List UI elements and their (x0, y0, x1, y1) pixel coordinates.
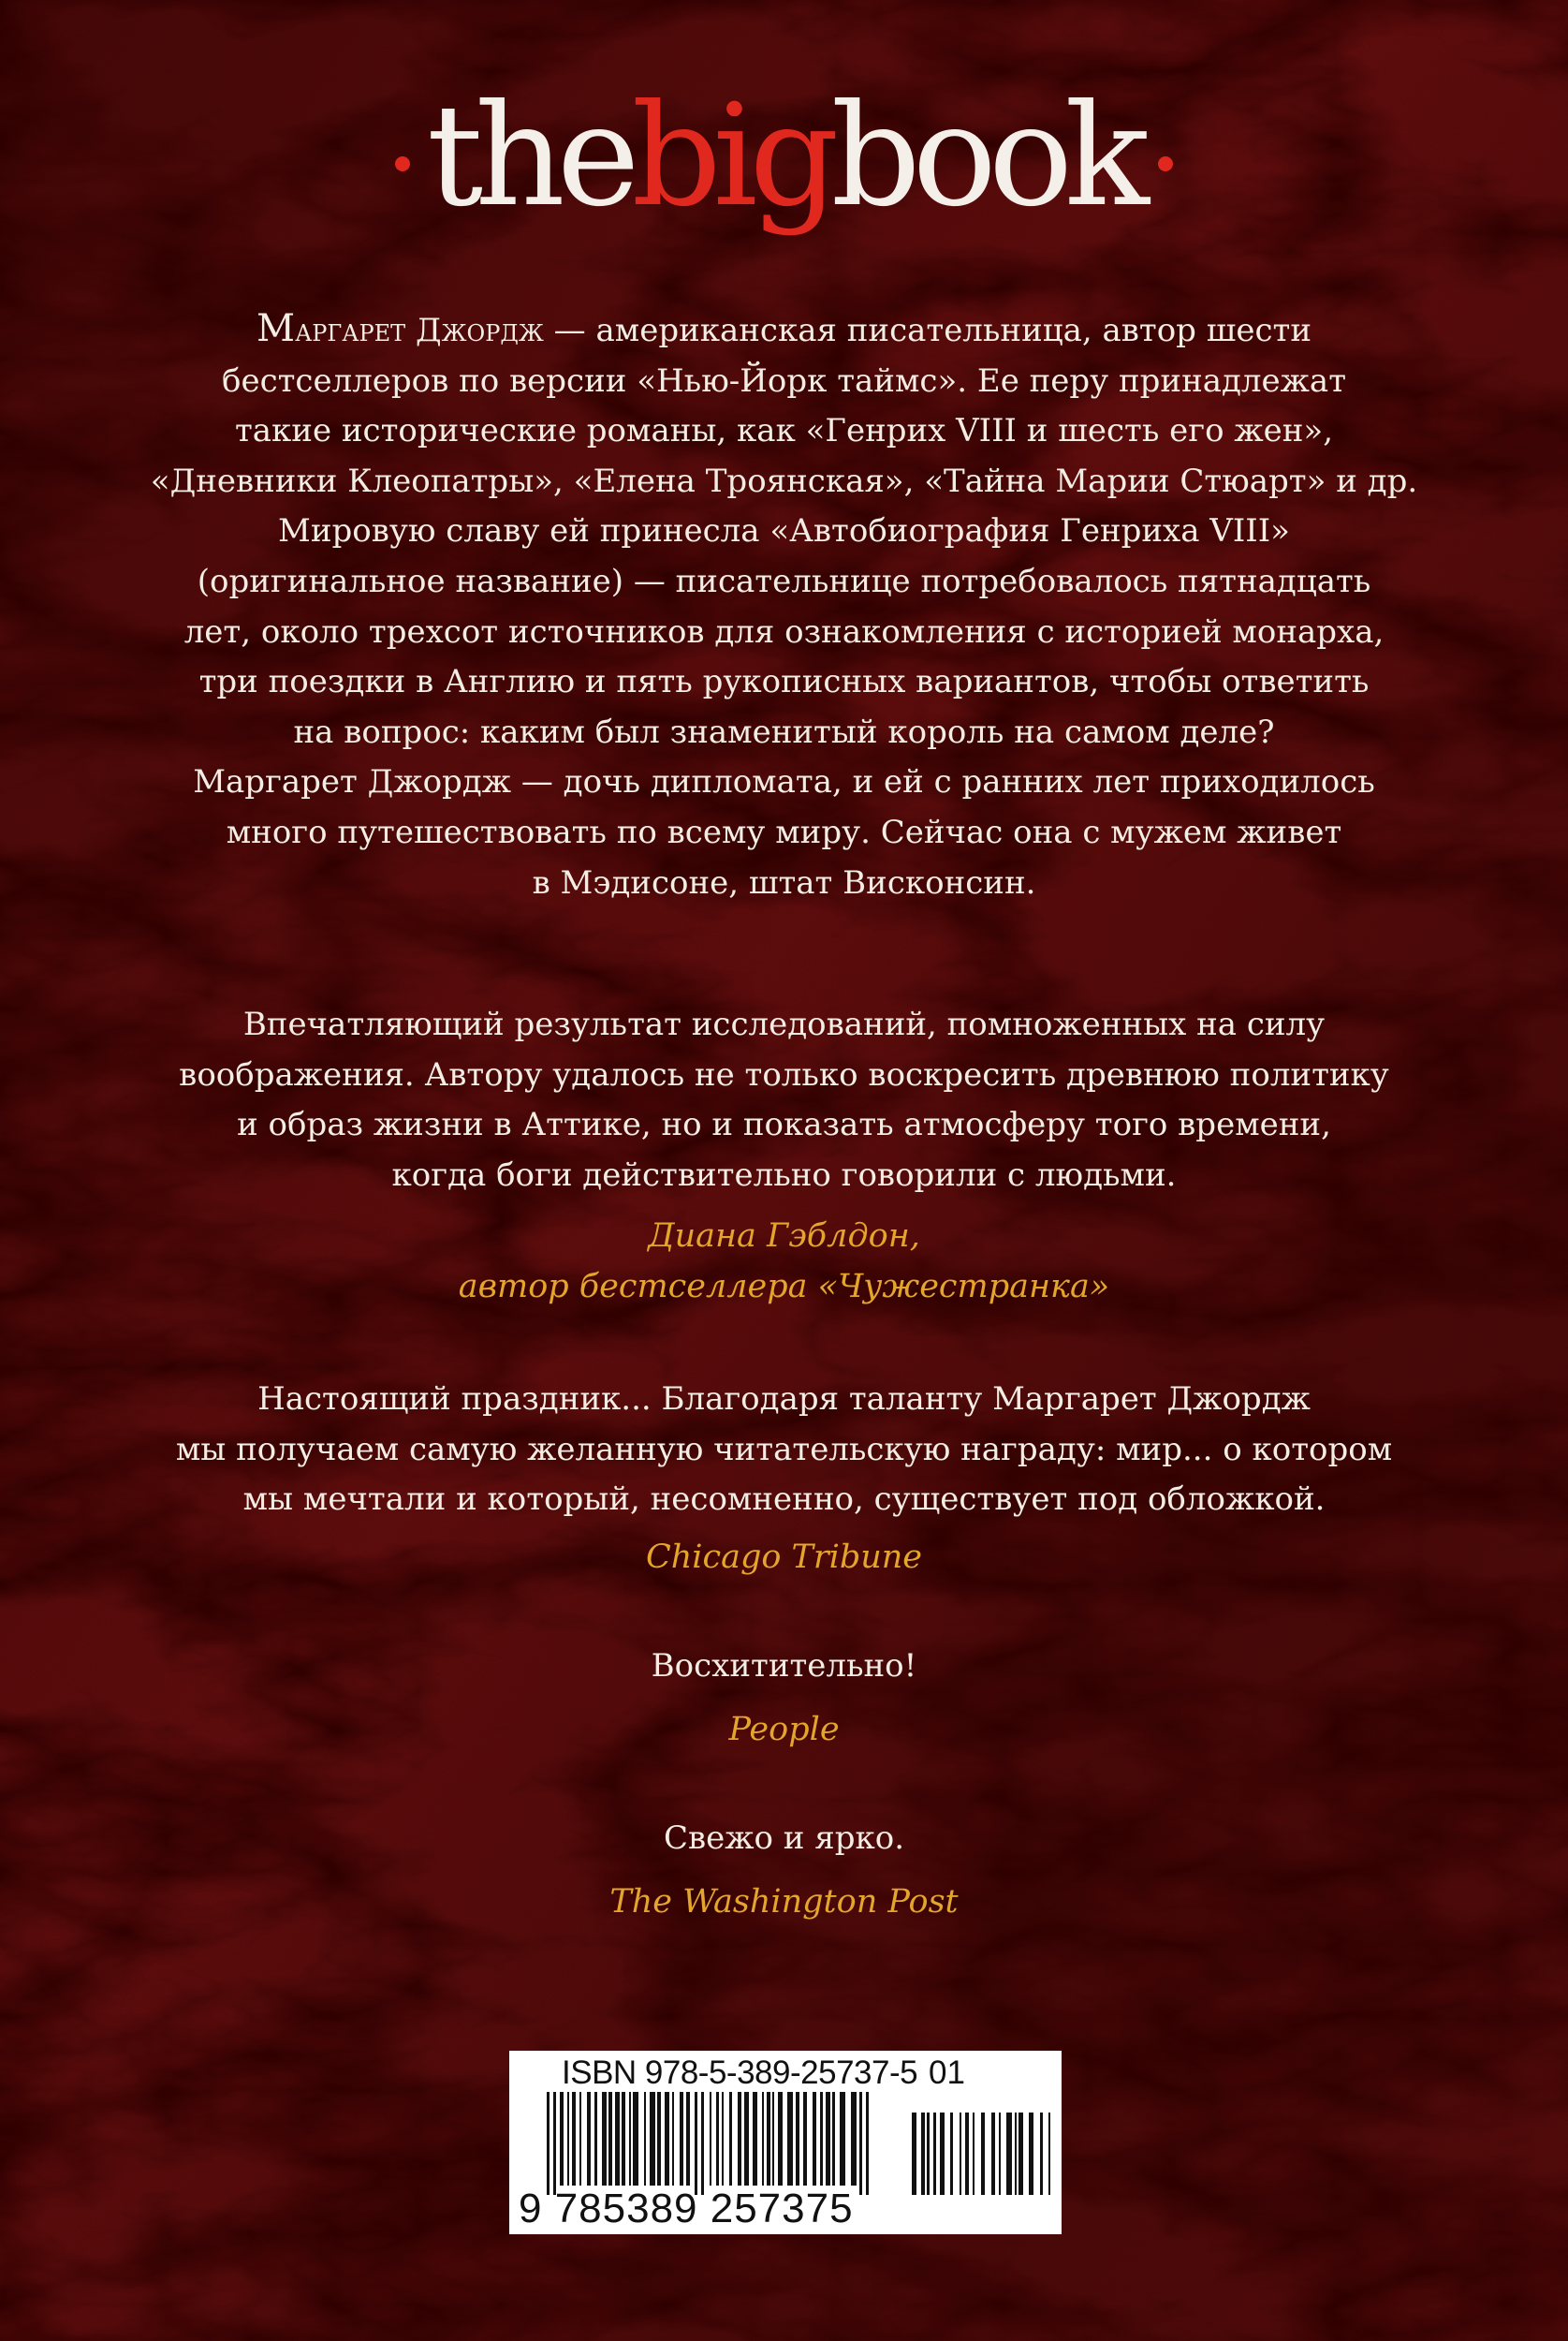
review-attribution: People (728, 1711, 840, 1748)
addon-label: 01 (929, 2054, 965, 2091)
isbn-barcode (509, 2051, 1062, 2234)
bio-line: бестселлеров по версии «Нью-Йорк таймс». Ее перу принадлежат (221, 361, 1347, 400)
barcode-digits: 9 785389 257375 (519, 2186, 854, 2231)
review-quote: Восхитительно! (651, 1647, 917, 1685)
review-quote: Впечатляющий результат исследований, помноженных на силу воображения. Автору удалось не только воскресить древнюю политику и образ жизни в Аттике, но и показать атмосферу того времени, когда боги действительно говорили с людьми. (179, 1006, 1389, 1194)
review-attribution: Chicago Tribune (645, 1539, 923, 1576)
bio-line: в Мэдисоне, штат Висконсин. (532, 863, 1036, 902)
bio-line: Маргарет Джордж — американская писательница, автор шести (256, 307, 1312, 350)
review-attribution: Диана Гэблдон, автор бестселлера «Чужестранка» (458, 1217, 1110, 1305)
logo-dot-left (395, 156, 410, 171)
bio-line: Маргарет Джордж — дочь дипломата, и ей с ранних лет приходилось (193, 763, 1375, 802)
isbn-label: ISBN 978-5-389-25737-5 (562, 2054, 918, 2091)
bio-line: на вопрос: каким был знаменитый король на самом деле? (293, 713, 1275, 751)
review-quote: Настоящий праздник... Благодаря таланту Маргарет Джордж мы получаем самую желанную читательскую награду: мир... о котором мы мечтали и который, несомненно, существует под обложкой. (175, 1380, 1393, 1519)
bio-line: Мировую славу ей принесла «Автобиография Генриха VIII» (278, 512, 1290, 551)
logo-part-book: book (830, 75, 1142, 238)
bio-line: такие исторические романы, как «Генрих VIII и шесть его жен», (234, 412, 1334, 450)
publisher-logo (0, 75, 1568, 238)
review-quote: Свежо и ярко. (663, 1819, 905, 1857)
review-attribution: The Washington Post (609, 1883, 959, 1921)
barcode-bars (509, 2092, 1062, 2195)
bio-line: три поездки в Англию и пять рукописных вариантов, чтобы ответить (198, 663, 1370, 701)
author-bio (103, 304, 1465, 908)
logo-dot-right (1158, 156, 1173, 171)
bio-line: лет, около трехсот источников для ознакомления с историей монарха, (183, 612, 1385, 651)
logo-part-the: the (426, 75, 632, 238)
bio-line: много путешествовать по всему миру. Сейчас она с мужем живет (226, 813, 1342, 851)
logo-part-big: big (631, 75, 831, 238)
bio-line: (оригинальное название) — писательнице потребовалось пятнадцать (197, 562, 1371, 600)
author-name: Маргарет Джордж (256, 307, 544, 350)
bio-line: «Дневники Клеопатры», «Елена Троянская», «Тайна Марии Стюарт» и др. (150, 462, 1418, 500)
